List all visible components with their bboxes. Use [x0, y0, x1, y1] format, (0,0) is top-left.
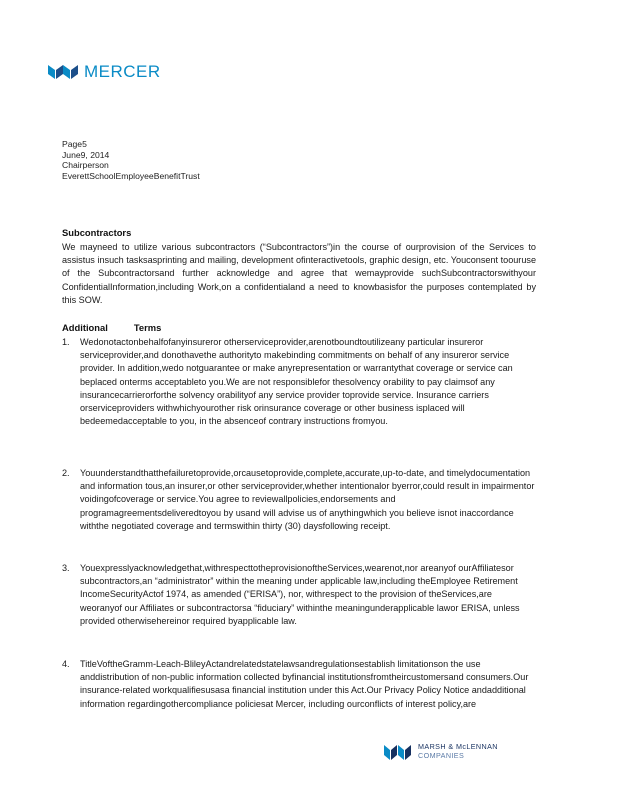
- subcontractors-paragraph: We mayneed to utilize various subcontractors (“Subcontractors”)in the course of ourprovision of the Services to assistus insuch tasksasprinting and mailing, development ofinteractivetools, graphic design, etc. Youconsent toouruse of the Subcontractorsand further acknowledge and agree that wemayprovide suchSubcontractorswithyour ConfidentialInformation,including Work,on a confidentialand a need to knowbasisfor the purposes contemplated by this SOW.: [62, 242, 536, 305]
- terms-item-text: Wedonotactonbehalfofanyinsureror otherserviceprovider,arenotboundtoutilizeany particular insureror serviceprovider,and donothavethe authorityto makebinding commitments on behalf of any insureror service provider. In addition,wedo notguarantee or make anyrepresentation or warrantythat coverage or service can beplaced onterms acceptableto you.We are not responsiblefor thesolvency orability to pay claimsof any insurancecarrierorforthe solvency orabilityof any service provider toprovide service. Insurance carriers orserviceproviders withwhichyourother risk orinsurance coverage or other business isplaced will bedeemedacceptable to you, in the absenceof contrary instructions fromyou.: [80, 337, 513, 427]
- recipient-organization: EverettSchoolEmployeeBenefitTrust: [62, 170, 200, 181]
- page-number: Page5: [62, 139, 87, 149]
- terms-item-number: 3.: [62, 563, 70, 573]
- mercer-logo-text: MERCER: [84, 62, 161, 81]
- letter-date: June9, 2014: [62, 149, 110, 160]
- terms-item-2: [62, 467, 536, 533]
- additional-terms-heading: Additional Terms: [62, 322, 162, 333]
- terms-item-1: [62, 336, 536, 428]
- terms-item-4: [62, 658, 536, 711]
- marsh-mclennan-logo-icon: [384, 742, 412, 762]
- terms-item-3: [62, 562, 536, 628]
- footer-line-1: MARSH & McLENNAN: [418, 742, 498, 752]
- mercer-logo: [48, 62, 161, 82]
- letter-header: [62, 139, 200, 181]
- footer-line-2: COMPANIES: [418, 751, 465, 760]
- terms-item-text: Youunderstandthatthefailuretoprovide,orcausetoprovide,complete,accurate,up-to-date, and timelydocumentation and information tous,an insurer,or other serviceprovider,whether intentionalor byerror,could result in impairmentor voidingofcoverage or service.You agree to reviewallpolicies,endorsements and programagreementsdeliveredtoyou by usand will advise us of anythingwhich you believe isnot inaccordance withthe negotiated coverage and termswithin thirty (30) daysfollowing receipt.: [80, 468, 535, 531]
- mercer-logo-icon: [48, 63, 78, 81]
- terms-item-text: TitleVoftheGramm-Leach-BlileyActandrelatedstatelawsandregulationsestablish limitationson the use anddistribution of non-public information collected byfinancial institutionsfromtheircustomersand consumers.Our insurance-related workqualifiesusasa financial institution under this Act.Our Privacy Policy Notice andadditional information regardingothercompliance policiesat Mercer, including ourconflicts of interest policy,are: [80, 659, 529, 709]
- subcontractors-heading: Subcontractors: [62, 227, 132, 238]
- terms-item-number: 2.: [62, 468, 70, 478]
- recipient-title: Chairperson: [62, 160, 109, 170]
- terms-item-number: 4.: [62, 659, 70, 669]
- terms-item-number: 1.: [62, 337, 70, 347]
- marsh-mclennan-logo: [384, 742, 498, 762]
- marsh-mclennan-wordmark: [418, 743, 498, 760]
- terms-item-text: Youexpresslyacknowledgethat,withrespecttotheprovisionoftheServices,wearenot,nor areanyof ourAffiliatesor subcontractors,an “administrator” within the meaning under applicable law,including theEmployee Retirement IncomeSecurityActof 1974, as amended (“ERISA”), nor, withrespect to the provision of theServices,are weoranyof our Affiliates or subcontractorsa “fiduciary” withinthe meaningunderapplicable lawor ERISA, unless provided otherwisehereinor required byapplicable law.: [80, 563, 520, 626]
